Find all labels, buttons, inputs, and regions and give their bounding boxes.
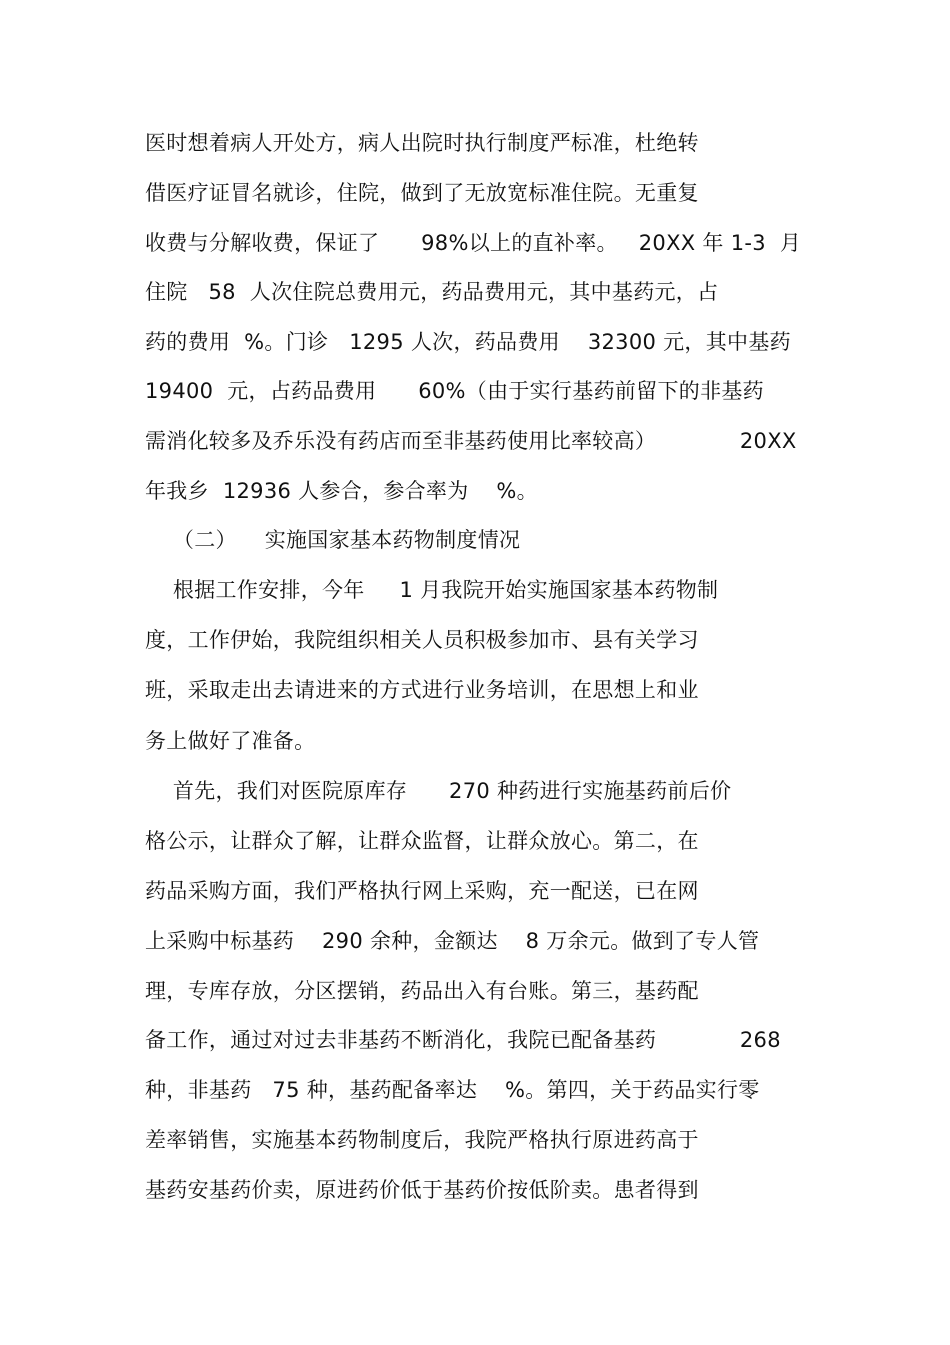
text-line: 借医疗证冒名就诊，住院，做到了无放宽标准住院。无重复 [145, 181, 699, 205]
text-line: 差率销售，实施基本药物制度后，我院严格执行原进药高于 [145, 1128, 699, 1152]
text-line: 度，工作伊始，我院组织相关人员积极参加市、县有关学习 [145, 628, 699, 652]
text-line: 理，专库存放，分区摆销，药品出入有台账。第三，基药配 [145, 979, 699, 1003]
text-line: 班，采取走出去请进来的方式进行业务培训，在思想上和业 [145, 678, 699, 702]
text-line: 药品采购方面，我们严格执行网上采购，充一配送，已在网 [145, 879, 699, 903]
text-line: 19400 元，占药品费用 60%（由于实行基药前留下的非基药 [145, 379, 764, 403]
text-line: 基药安基药价卖，原进药价低于基药价按低阶卖。患者得到 [145, 1178, 699, 1202]
text-line: 种，非基药 75 种，基药配备率达 %。第四，关于药品实行零 [145, 1078, 760, 1102]
text-line: 住院 58 人次住院总费用元，药品费用元，其中基药元，占 [145, 280, 719, 304]
text-line: 上采购中标基药 290 余种，金额达 8 万余元。做到了专人管 [145, 929, 760, 953]
text-line: 备工作，通过对过去非基药不断消化，我院已配备基药 268 [145, 1028, 781, 1052]
text-line: 格公示，让群众了解，让群众监督，让群众放心。第二，在 [145, 829, 699, 853]
text-line: 根据工作安排，今年 1 月我院开始实施国家基本药物制 [145, 578, 719, 602]
text-line: 收费与分解收费，保证了 98%以上的直补率。 20XX 年 1-3 月 [145, 231, 802, 255]
text-line: 首先，我们对医院原库存 270 种药进行实施基药前后价 [145, 779, 732, 803]
text-line: 医时想着病人开处方，病人出院时执行制度严标准，杜绝转 [145, 131, 699, 155]
section-heading: （二） 实施国家基本药物制度情况 [145, 528, 521, 552]
text-line: 年我乡 12936 人参合，参合率为 %。 [145, 479, 538, 503]
text-line: 药的费用 %。门诊 1295 人次，药品费用 32300 元，其中基药 [145, 330, 791, 354]
text-line: 务上做好了准备。 [145, 729, 316, 753]
text-line: 需消化较多及乔乐没有药店而至非基药使用比率较高） 20XX [145, 429, 797, 453]
